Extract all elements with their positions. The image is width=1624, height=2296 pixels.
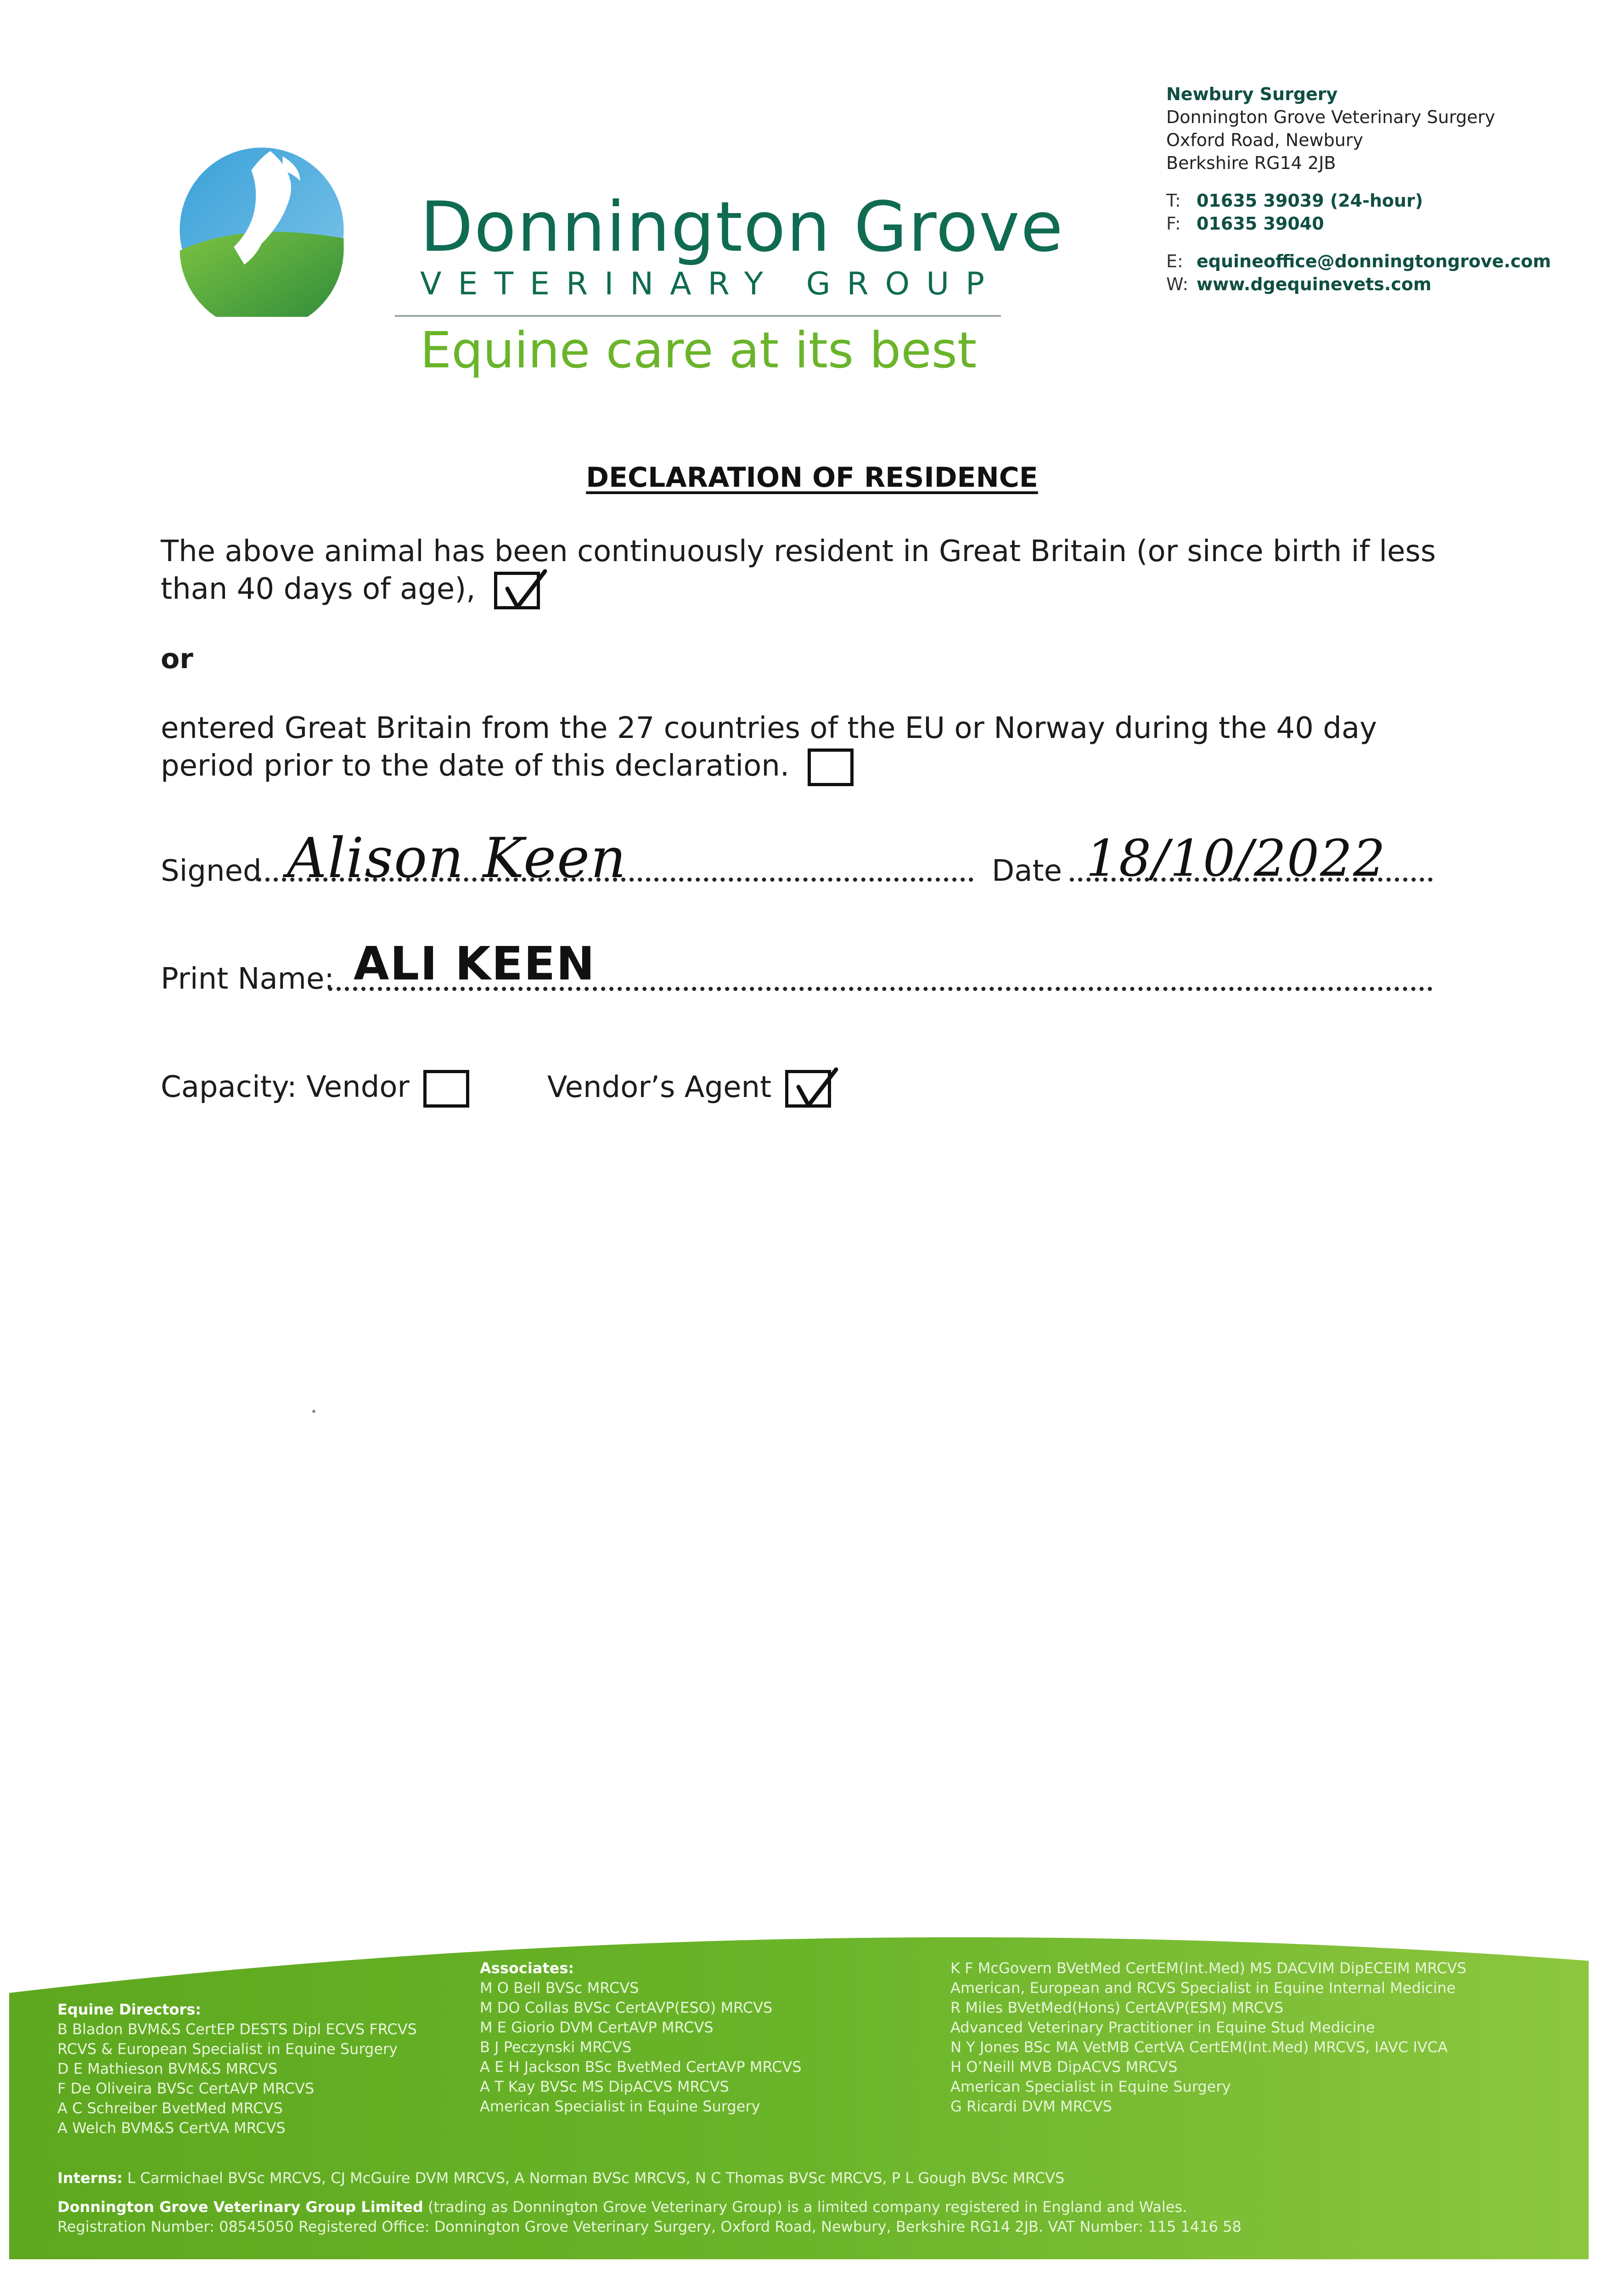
directors-heading: Equine Directors:	[57, 2001, 202, 2018]
horse-head-logo-icon	[174, 142, 349, 317]
phone-line	[1166, 189, 1589, 212]
capacity-vendor-label: Capacity: Vendor	[161, 1070, 410, 1104]
director-entry: D E Mathieson BVM&S MRCVS	[57, 2060, 278, 2077]
associate-entry: A E H Jackson BSc BvetMed CertAVP MRCVS	[480, 2058, 802, 2076]
email-line	[1166, 250, 1589, 273]
signature: Alison Keen	[287, 827, 627, 890]
interns-list: L Carmichael BVSc MRCVS, CJ McGuire DVM MRCVS, A Norman BVSc MRCVS, N C Thomas BVSc MRCVS, P L Gough BVSc MRCVS	[127, 2169, 1065, 2187]
associate-entry: M DO Collas BVSc CertAVP(ESO) MRCVS	[480, 1999, 773, 2016]
print-name-label: Print Name:	[161, 962, 334, 996]
contact-block	[1166, 83, 1589, 296]
specialist-entry: R Miles BVetMed(Hons) CertAVP(ESM) MRCVS	[950, 1999, 1284, 2016]
address-line: Berkshire RG14 2JB	[1166, 153, 1336, 173]
print-name-handwritten: ALI KEEN	[354, 937, 596, 990]
checkbox-resident[interactable]	[494, 572, 540, 609]
or-separator: or	[161, 643, 193, 675]
fax-line	[1166, 212, 1589, 235]
company-trading-note: (trading as Donnington Grove Veterinary Group) is a limited company registered in England and Wales.	[427, 2198, 1187, 2216]
date-label: Date	[992, 854, 1062, 888]
web-label: W:	[1166, 274, 1189, 294]
specialists-column	[950, 1958, 1467, 2116]
checkmark-icon	[790, 1066, 841, 1112]
specialist-entry: H O’Neill MVB DipACVS MRCVS	[950, 2058, 1178, 2076]
address-line: Donnington Grove Veterinary Surgery	[1166, 107, 1495, 127]
company-name: Donnington Grove Veterinary Group Limited	[57, 2198, 423, 2216]
phone-number[interactable]: 01635 39039 (24-hour)	[1197, 191, 1423, 211]
director-entry: B Bladon BVM&S CertEP DESTS Dipl ECVS FRCVS	[57, 2020, 417, 2038]
associate-entry: A T Kay BVSc MS DipACVS MRCVS	[480, 2078, 729, 2095]
interns-heading: Interns:	[57, 2169, 123, 2187]
director-entry: A C Schreiber BvetMed MRCVS	[57, 2099, 283, 2117]
web-line	[1166, 273, 1589, 296]
option-resident	[161, 533, 1455, 609]
option-entered	[161, 709, 1455, 786]
company-registration: Registration Number: 08545050 Registered Office: Donnington Grove Veterinary Surgery, Oxford Road, Newbury, Berkshire RG14 2JB. VAT Number: 115 1416 58	[57, 2218, 1242, 2235]
document-title: DECLARATION OF RESIDENCE	[586, 461, 1038, 494]
signed-label: Signed	[161, 854, 262, 888]
associates-column	[480, 1958, 802, 2116]
website-link[interactable]: www.dgequinevets.com	[1197, 274, 1432, 294]
director-entry: F De Oliveira BVSc CertAVP MRCVS	[57, 2080, 315, 2097]
checkbox-entered[interactable]	[808, 748, 854, 786]
checkbox-vendor-agent[interactable]	[785, 1070, 831, 1108]
associate-entry: American Specialist in Equine Surgery	[480, 2098, 760, 2115]
checkmark-icon	[499, 568, 550, 613]
specialist-entry: American, European and RCVS Specialist in Equine Internal Medicine	[950, 1979, 1456, 1997]
specialist-entry: K F McGovern BVetMed CertEM(Int.Med) MS DACVIM DipECEIM MRCVS	[950, 1959, 1467, 1977]
associate-entry: M E Giorio DVM CertAVP MRCVS	[480, 2019, 714, 2036]
associates-heading: Associates:	[480, 1959, 574, 1977]
fax-number: 01635 39040	[1197, 214, 1324, 234]
email-label: E:	[1166, 251, 1183, 271]
office-name: Newbury Surgery	[1166, 84, 1338, 104]
vendor-agent-label: Vendor’s Agent	[547, 1070, 772, 1104]
phone-label: T:	[1166, 191, 1181, 211]
checkbox-vendor[interactable]	[423, 1070, 469, 1108]
email-link[interactable]: equineoffice@donningtongrove.com	[1197, 251, 1551, 271]
company-line	[57, 2197, 1242, 2217]
option-entered-text: entered Great Britain from the 27 countries of the EU or Norway during the 40 day period prior to the date of this declaration.	[161, 711, 1377, 783]
brand-name: Donnington Grove	[420, 187, 1064, 267]
directors-column	[57, 2000, 417, 2138]
fax-label: F:	[1166, 214, 1181, 234]
scan-speck	[312, 1410, 315, 1413]
date-handwritten: 18/10/2022	[1086, 829, 1387, 888]
specialist-entry: G Ricardi DVM MRCVS	[950, 2098, 1112, 2115]
specialist-entry: N Y Jones BSc MA VetMB CertVA CertEM(Int.Med) MRCVS, IAVC IVCA	[950, 2038, 1448, 2056]
company-info	[57, 2197, 1242, 2237]
address-line: Oxford Road, Newbury	[1166, 130, 1363, 150]
specialist-entry: Advanced Veterinary Practitioner in Equine Stud Medicine	[950, 2019, 1375, 2036]
director-entry: A Welch BVM&S CertVA MRCVS	[57, 2119, 286, 2137]
specialist-entry: American Specialist in Equine Surgery	[950, 2078, 1231, 2095]
associate-entry: B J Peczynski MRCVS	[480, 2038, 632, 2056]
option-resident-text: The above animal has been continuously resident in Great Britain (or since birth if less than 40 days of age),	[161, 535, 1436, 606]
capacity-row	[161, 1070, 831, 1108]
brand-tagline: Equine care at its best	[420, 322, 977, 379]
brand-divider	[395, 315, 1001, 317]
associate-entry: M O Bell BVSc MRCVS	[480, 1979, 639, 1997]
interns-line	[57, 2168, 1064, 2188]
brand-subtitle: VETERINARY GROUP	[420, 266, 1001, 302]
director-entry: RCVS & European Specialist in Equine Surgery	[57, 2040, 398, 2058]
